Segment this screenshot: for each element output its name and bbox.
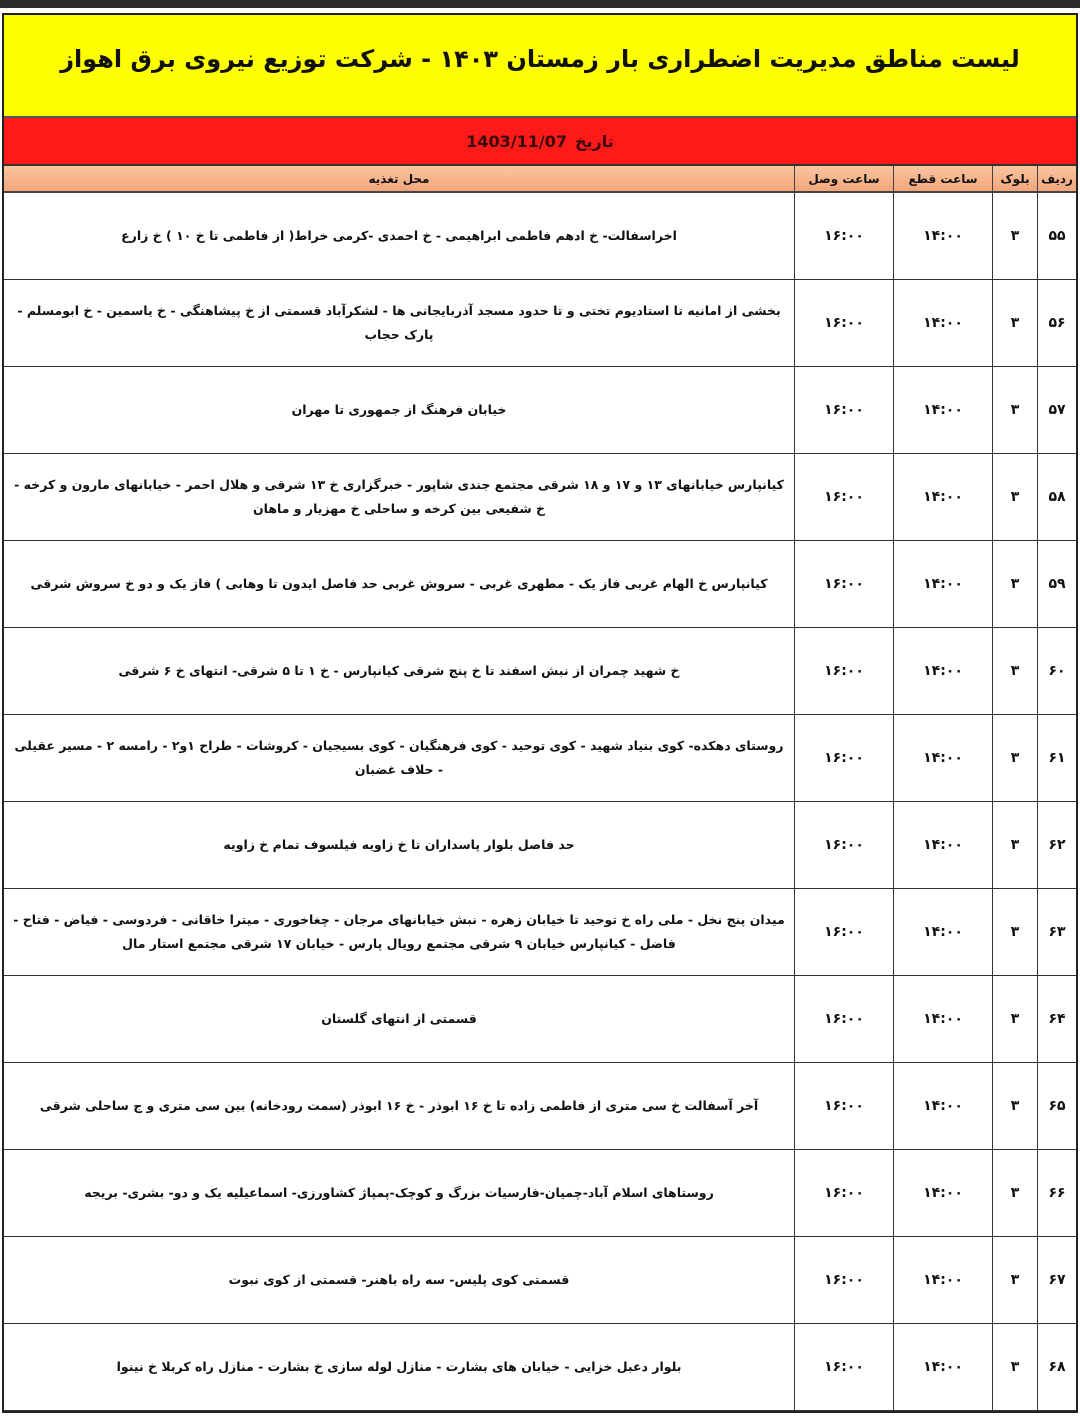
row-number-cell: ۵۶ <box>1037 280 1076 366</box>
row-number-cell: ۶۰ <box>1037 628 1076 714</box>
connect-time-cell: ۱۶:۰۰ <box>794 193 893 279</box>
location-cell: کیانپارس خ الهام غربی فاز یک - مطهری غربی - سروش غربی حد فاصل ایدون تا وهابی ) فاز یک و دو خ سروش شرقی <box>30 576 768 591</box>
table-row <box>4 454 1076 541</box>
header-row-number: ردیف <box>1037 166 1076 191</box>
date-band <box>4 118 1076 166</box>
row-number-cell: ۵۷ <box>1037 367 1076 453</box>
location-cell: خیابان فرهنگ از جمهوری تا مهران <box>291 402 507 417</box>
location-cell: روستاهای اسلام آباد-چمیان-فارسیات بزرگ و کوچک-پمپاژ کشاورزی- اسماعیلیه یک و دو- بشری- بریجه <box>84 1185 714 1200</box>
cut-time-cell: ۱۴:۰۰ <box>893 1237 992 1323</box>
location-cell: اخراسفالت- خ ادهم فاطمی ابراهیمی - خ احمدی -کرمی خراط( از فاطمی تا خ ۱۰ ) خ زارع <box>121 228 677 243</box>
cut-time-cell: ۱۴:۰۰ <box>893 1150 992 1236</box>
location-cell: حد فاصل بلوار پاسداران تا خ زاویه فیلسوف تمام خ زاویه <box>223 837 575 852</box>
table-row <box>4 1237 1076 1324</box>
row-number-cell: ۶۳ <box>1037 889 1076 975</box>
cut-time-cell: ۱۴:۰۰ <box>893 193 992 279</box>
table-row <box>4 628 1076 715</box>
table-row <box>4 367 1076 454</box>
location-cell: میدان پنج نخل - ملی راه خ توحید تا خیابان زهره - نبش خیابانهای مرجان - چغاخوری - میترا خاقانی - فردوسی - فیاض - فتاح - فاضل - کیانپارس خیابان ۹ شرقی مجتمع رویال پارس - خیابان ۱۷ شرقی مجتمع استار مال <box>13 912 785 951</box>
table-row <box>4 715 1076 802</box>
cut-time-cell: ۱۴:۰۰ <box>893 976 992 1062</box>
row-number-cell: ۶۵ <box>1037 1063 1076 1149</box>
connect-time-cell: ۱۶:۰۰ <box>794 889 893 975</box>
table-row <box>4 193 1076 280</box>
table-header <box>4 166 1076 193</box>
block-cell: ۳ <box>992 1150 1037 1236</box>
table-row <box>4 889 1076 976</box>
header-location: محل تغذیه <box>368 171 430 186</box>
connect-time-cell: ۱۶:۰۰ <box>794 1324 893 1410</box>
connect-time-cell: ۱۶:۰۰ <box>794 367 893 453</box>
block-cell: ۳ <box>992 715 1037 801</box>
connect-time-cell: ۱۶:۰۰ <box>794 802 893 888</box>
connect-time-cell: ۱۶:۰۰ <box>794 1237 893 1323</box>
table-row <box>4 1063 1076 1150</box>
table-row <box>4 802 1076 889</box>
row-number-cell: ۶۶ <box>1037 1150 1076 1236</box>
location-cell: بلوار دعبل خزایی - خیابان های بشارت - منازل لوله سازی خ بشارت - منازل راه کربلا خ نینوا <box>116 1359 682 1374</box>
location-cell: قسمتی از انتهای گلستان <box>321 1011 477 1026</box>
location-cell: آخر آسفالت خ سی متری از فاطمی زاده تا خ ۱۶ ابوذر - خ ۱۶ ابوذر (سمت رودخانه) بین سی متری و ج ساحلی شرقی <box>39 1098 759 1113</box>
block-cell: ۳ <box>992 1237 1037 1323</box>
block-cell: ۳ <box>992 628 1037 714</box>
header-block: بلوک <box>992 166 1037 191</box>
row-number-cell: ۶۱ <box>1037 715 1076 801</box>
block-cell: ۳ <box>992 1324 1037 1410</box>
location-cell: کیانپارس خیابانهای ۱۳ و ۱۷ و ۱۸ شرقی مجتمع جندی شاپور - خبرگزاری خ ۱۳ شرقی و هلال احمر - خیابانهای مارون و کرخه - خ شفیعی بین کرخه و ساحلی خ مهزیار و ماهان <box>14 477 784 516</box>
table-row <box>4 1324 1076 1411</box>
page-title: لیست مناطق مدیریت اضطراری بار زمستان ۱۴۰۳ - شرکت توزیع نیروی برق اهواز <box>4 15 1076 118</box>
row-number-cell: ۵۸ <box>1037 454 1076 540</box>
block-cell: ۳ <box>992 280 1037 366</box>
connect-time-cell: ۱۶:۰۰ <box>794 541 893 627</box>
cut-time-cell: ۱۴:۰۰ <box>893 889 992 975</box>
block-cell: ۳ <box>992 193 1037 279</box>
connect-time-cell: ۱۶:۰۰ <box>794 454 893 540</box>
cut-time-cell: ۱۴:۰۰ <box>893 628 992 714</box>
cut-time-cell: ۱۴:۰۰ <box>893 454 992 540</box>
top-edge-bar <box>0 0 1080 8</box>
location-cell: خ شهید چمران از نبش اسفند تا خ پنج شرقی کیانپارس - خ ۱ تا ۵ شرقی- انتهای خ ۶ شرقی <box>118 663 680 678</box>
block-cell: ۳ <box>992 802 1037 888</box>
block-cell: ۳ <box>992 889 1037 975</box>
date-label: تاریخ <box>575 131 614 151</box>
outage-table-sheet <box>2 13 1078 1413</box>
cut-time-cell: ۱۴:۰۰ <box>893 541 992 627</box>
cut-time-cell: ۱۴:۰۰ <box>893 802 992 888</box>
row-number-cell: ۶۷ <box>1037 1237 1076 1323</box>
connect-time-cell: ۱۶:۰۰ <box>794 715 893 801</box>
cut-time-cell: ۱۴:۰۰ <box>893 1063 992 1149</box>
cut-time-cell: ۱۴:۰۰ <box>893 1324 992 1410</box>
location-cell: قسمتی کوی پلیس- سه راه باهنر- قسمتی از کوی نبوت <box>228 1272 570 1287</box>
table-row <box>4 1150 1076 1237</box>
header-connect-time: ساعت وصل <box>794 166 893 191</box>
block-cell: ۳ <box>992 454 1037 540</box>
location-cell: بخشی از امانیه تا استادیوم تختی و تا حدود مسجد آذربایجانی ها - لشکرآباد قسمتی از خ پیشاهنگی - خ یاسمین - خ ابومسلم - پارک حجاب <box>17 303 781 342</box>
cut-time-cell: ۱۴:۰۰ <box>893 715 992 801</box>
block-cell: ۳ <box>992 976 1037 1062</box>
row-number-cell: ۵۵ <box>1037 193 1076 279</box>
date-value: 1403/11/07 <box>466 131 567 151</box>
connect-time-cell: ۱۶:۰۰ <box>794 1063 893 1149</box>
row-number-cell: ۶۲ <box>1037 802 1076 888</box>
table-row <box>4 280 1076 367</box>
row-number-cell: ۶۸ <box>1037 1324 1076 1410</box>
table-row <box>4 541 1076 628</box>
connect-time-cell: ۱۶:۰۰ <box>794 280 893 366</box>
row-number-cell: ۵۹ <box>1037 541 1076 627</box>
location-cell: روستای دهکده- کوی بنیاد شهید - کوی توحید - کوی فرهنگیان - کوی بسیجیان - کروشات - طراح ۱و۲ - رامسه ۲ - مسیر عقیلی - حلاف غضبان <box>14 738 784 777</box>
connect-time-cell: ۱۶:۰۰ <box>794 628 893 714</box>
row-number-cell: ۶۴ <box>1037 976 1076 1062</box>
header-cut-time: ساعت قطع <box>893 166 992 191</box>
block-cell: ۳ <box>992 541 1037 627</box>
connect-time-cell: ۱۶:۰۰ <box>794 1150 893 1236</box>
cut-time-cell: ۱۴:۰۰ <box>893 280 992 366</box>
cut-time-cell: ۱۴:۰۰ <box>893 367 992 453</box>
connect-time-cell: ۱۶:۰۰ <box>794 976 893 1062</box>
table-row <box>4 976 1076 1063</box>
block-cell: ۳ <box>992 367 1037 453</box>
block-cell: ۳ <box>992 1063 1037 1149</box>
